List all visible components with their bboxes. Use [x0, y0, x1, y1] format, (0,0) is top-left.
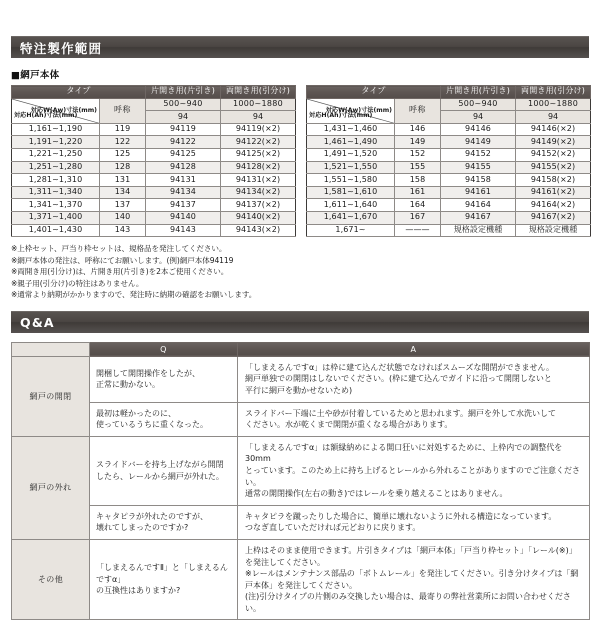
qa-answer-line: スライドバー下端に土や砂が付着しているためと思われます。網戸を外して水洗いして — [245, 408, 556, 418]
spec-cell-double: 94143(×2) — [221, 224, 296, 237]
spec-header-single-range: 500~940 — [441, 98, 516, 111]
qa-header-q: Q — [90, 342, 238, 356]
spec-cell-double: 94149(×2) — [516, 136, 591, 149]
table-row — [12, 186, 296, 199]
spec-cell-height: 1,281~1,310 — [12, 174, 100, 187]
spec-cell-double: 94158(×2) — [516, 174, 591, 187]
qa-row — [12, 436, 590, 505]
spec-note: ※上枠セット、戸当り枠セットは、規格品を発注してください。 — [11, 244, 227, 254]
spec-notes — [11, 243, 589, 301]
spec-header-single-range: 500~940 — [146, 98, 221, 111]
spec-tables-container — [11, 85, 589, 237]
spec-cell-single: 94140 — [146, 211, 221, 224]
spec-cell-height: 1,491~1,520 — [307, 148, 395, 161]
table-row — [307, 174, 591, 187]
qa-answer — [238, 436, 590, 505]
table-row — [307, 161, 591, 174]
spec-cell-kosho: 155 — [395, 161, 441, 174]
spec-table-right — [306, 85, 591, 237]
spec-header-kosho: 呼称 — [395, 98, 441, 123]
qa-question — [90, 539, 238, 620]
qa-answer-line: 上枠はそのまま使用できます。片引きタイプは「網戸本体」「戸当り枠セット」「レール(※)」を発注してください。 — [245, 545, 577, 567]
spec-cell-kosho: 122 — [100, 136, 146, 149]
spec-cell-kosho: 161 — [395, 186, 441, 199]
spec-cell-single: 94161 — [441, 186, 516, 199]
qa-question-line: キャタピラが外れたのですが、 — [96, 511, 208, 521]
table-row — [12, 199, 296, 212]
spec-header-single-code: 94 — [441, 111, 516, 124]
spec-header-kosho: 呼称 — [100, 98, 146, 123]
spec-cell-double: 94152(×2) — [516, 148, 591, 161]
spec-cell-double: 94134(×2) — [221, 186, 296, 199]
spec-cell-double: 94137(×2) — [221, 199, 296, 212]
spec-cell-height: 1,431~1,460 — [307, 123, 395, 136]
spec-header-double-range: 1000~1880 — [221, 98, 296, 111]
spec-cell-double: 94146(×2) — [516, 123, 591, 136]
qa-answer — [238, 402, 590, 436]
table-row — [307, 199, 591, 212]
spec-cell-height: 1,401~1,430 — [12, 224, 100, 237]
spec-cell-height: 1,611~1,640 — [307, 199, 395, 212]
spec-cell-single: 94146 — [441, 123, 516, 136]
qa-answer-line: ください。水が乾くまで開閉が重くなる場合があります。 — [245, 420, 453, 430]
spec-cell-single: 94143 — [146, 224, 221, 237]
spec-cell-double: 94119(×2) — [221, 123, 296, 136]
spec-header-type: タイプ — [12, 86, 146, 99]
table-row — [12, 211, 296, 224]
spec-cell-double: 94155(×2) — [516, 161, 591, 174]
spec-header-single-code: 94 — [146, 111, 221, 124]
spec-cell-height: 1,461~1,490 — [307, 136, 395, 149]
qa-question-line: スライドバーを持ち上げながら開閉 — [96, 460, 224, 470]
spec-note: ※両開き用(引分け)は、片開き用(片引き)を2本ご使用ください。 — [11, 267, 229, 277]
spec-cell-height: 1,581~1,610 — [307, 186, 395, 199]
table-row — [12, 148, 296, 161]
spec-cell-kosho: 125 — [100, 148, 146, 161]
qa-category: 網戸の開閉 — [12, 356, 90, 436]
spec-header-double-range: 1000~1880 — [516, 98, 591, 111]
spec-header-double-code: 94 — [516, 111, 591, 124]
spec-header-dimension-diagonal — [12, 98, 100, 123]
spec-cell-kosho: 149 — [395, 136, 441, 149]
spec-header-double: 両開き用(引分け) — [516, 86, 591, 99]
qa-question-line: 開梱して開閉操作をしたが、 — [96, 368, 200, 378]
qa-answer-line: つなぎ直していただければ元どおりに戻ります。 — [245, 523, 421, 533]
qa-question — [90, 436, 238, 505]
spec-header-width-label: 対応W(Aw)寸法(mm) — [30, 106, 97, 114]
spec-cell-height: 1,371~1,400 — [12, 211, 100, 224]
spec-cell-double: 94122(×2) — [221, 136, 296, 149]
spec-header-single: 片開き用(片引き) — [146, 86, 221, 99]
spec-cell-double: 94128(×2) — [221, 161, 296, 174]
qa-answer-line: 通常の開閉操作(左右の動き)ではレールを乗り越えることはありません。 — [245, 489, 508, 499]
spec-cell-kosho: 158 — [395, 174, 441, 187]
spec-table-left — [11, 85, 296, 237]
table-row — [307, 211, 591, 224]
spec-cell-kosho: 137 — [100, 199, 146, 212]
section-title-spec: 特注製作範囲 — [20, 40, 103, 56]
qa-question — [90, 356, 238, 402]
spec-cell-height: 1,221~1,250 — [12, 148, 100, 161]
spec-note: ※網戸本体の発注は、呼称にてお願いします。(例)網戸本体94119 — [11, 255, 234, 265]
qa-question-line: 最初は軽かったのに、 — [96, 408, 176, 418]
spec-note: ※通常より納期がかかりますので、発注時に納期の確認をお願いします。 — [11, 290, 257, 300]
qa-question — [90, 505, 238, 539]
spec-cell-single: 94137 — [146, 199, 221, 212]
section-title-qa: Q&A — [20, 314, 55, 330]
qa-question-line: したら、レールから網戸が外れた。 — [96, 471, 224, 481]
spec-cell-kosho: 146 — [395, 123, 441, 136]
spec-cell-kosho: 143 — [100, 224, 146, 237]
qa-category: その他 — [12, 539, 90, 620]
qa-answer — [238, 505, 590, 539]
section-header-qa — [11, 311, 589, 333]
spec-cell-kosho: 131 — [100, 174, 146, 187]
table-row — [12, 123, 296, 136]
subsection-title-amido: ■網戸本体 — [11, 70, 60, 81]
spec-cell-kosho: 164 — [395, 199, 441, 212]
spec-header-double: 両開き用(引分け) — [221, 86, 296, 99]
qa-answer-line: (注)引分けタイプの片側のみ交換したい場合は、最寄りの弊社営業所にお問い合わせください。 — [245, 592, 571, 613]
table-row — [12, 161, 296, 174]
spec-cell-double: 94161(×2) — [516, 186, 591, 199]
spec-header-single: 片開き用(片引き) — [441, 86, 516, 99]
spec-cell-height: 1,671~ — [307, 224, 395, 237]
qa-answer-line: 平行に網戸を動かせないため) — [245, 385, 353, 395]
qa-question-line: 使っているうちに重くなった。 — [96, 420, 208, 430]
spec-header-height-label: 対応H(Ah)寸法(mm) — [309, 111, 373, 119]
qa-category: 網戸の外れ — [12, 436, 90, 539]
table-row — [12, 224, 296, 237]
qa-row — [12, 402, 590, 436]
qa-answer-line: 「しまえるんですα」は額縁納めによる開口狂いに対処するために、上枠内での調整代を30mm — [245, 442, 563, 464]
table-row — [307, 148, 591, 161]
qa-question-line: の互換性はありますか? — [96, 586, 181, 596]
spec-cell-single: 94131 — [146, 174, 221, 187]
table-row — [307, 186, 591, 199]
spec-cell-double: 94131(×2) — [221, 174, 296, 187]
spec-cell-height: 1,191~1,220 — [12, 136, 100, 149]
qa-question-line: 正常に動かない。 — [96, 380, 160, 390]
spec-cell-double: 94125(×2) — [221, 148, 296, 161]
qa-question-line: 「しまえるんですⅡ」と「しまえるんですα」 — [96, 563, 228, 584]
spec-cell-single: 94122 — [146, 136, 221, 149]
spec-cell-height: 1,341~1,370 — [12, 199, 100, 212]
qa-answer — [238, 539, 590, 620]
spec-cell-single: 94164 — [441, 199, 516, 212]
qa-answer-line: 網戸単独での開閉はしないでください。(枠に建て込んでガイドに沿って開閉しないと — [245, 374, 552, 384]
spec-cell-single: 94158 — [441, 174, 516, 187]
spec-cell-kosho: 167 — [395, 211, 441, 224]
spec-header-dimension-diagonal — [307, 98, 395, 123]
section-header-spec — [11, 36, 589, 58]
spec-cell-single: 94119 — [146, 123, 221, 136]
qa-row — [12, 539, 590, 620]
qa-header-blank — [12, 342, 90, 356]
spec-cell-double: 94140(×2) — [221, 211, 296, 224]
qa-answer — [238, 356, 590, 402]
spec-cell-single: 94155 — [441, 161, 516, 174]
spec-cell-single: 94128 — [146, 161, 221, 174]
spec-cell-height: 1,311~1,340 — [12, 186, 100, 199]
spec-cell-kosho: 140 — [100, 211, 146, 224]
spec-cell-height: 1,521~1,550 — [307, 161, 395, 174]
spec-cell-kosho: ——— — [395, 224, 441, 237]
spec-header-type: タイプ — [307, 86, 441, 99]
spec-cell-double: 94164(×2) — [516, 199, 591, 212]
spec-cell-kosho: 152 — [395, 148, 441, 161]
table-row — [12, 174, 296, 187]
qa-answer-line: ※レールはメンテナンス部品の「ボトムレール」を発注してください。引き分けタイプは「網戸本体」を発注してください。 — [245, 569, 579, 590]
spec-cell-kosho: 134 — [100, 186, 146, 199]
spec-header-double-code: 94 — [221, 111, 296, 124]
table-row — [12, 136, 296, 149]
spec-cell-single: 94125 — [146, 148, 221, 161]
spec-cell-kosho: 128 — [100, 161, 146, 174]
qa-answer-line: 「しまえるんですα」は枠に建て込んだ状態でなければスムーズな開閉ができません。 — [245, 362, 554, 372]
spec-cell-single: 94134 — [146, 186, 221, 199]
qa-row — [12, 356, 590, 402]
spec-cell-height: 1,251~1,280 — [12, 161, 100, 174]
table-row — [307, 123, 591, 136]
spec-cell-height: 1,641~1,670 — [307, 211, 395, 224]
qa-header-a: A — [238, 342, 590, 356]
spec-cell-double: 規格設定機種 — [516, 224, 591, 237]
table-row — [307, 224, 591, 237]
spec-note: ※親子用(引分け)の特注はありません。 — [11, 278, 144, 288]
qa-row — [12, 505, 590, 539]
qa-answer-line: キャタピラを蹴ったりした場合に、簡単に壊れないように外れる構造になっています。 — [245, 511, 557, 521]
spec-cell-height: 1,161~1,190 — [12, 123, 100, 136]
spec-cell-height: 1,551~1,580 — [307, 174, 395, 187]
spec-cell-single: 94167 — [441, 211, 516, 224]
table-row — [307, 136, 591, 149]
spec-header-height-label: 対応H(Ah)寸法(mm) — [14, 111, 78, 119]
spec-cell-single: 94149 — [441, 136, 516, 149]
qa-question — [90, 402, 238, 436]
spec-cell-double: 94167(×2) — [516, 211, 591, 224]
qa-answer-line: とっています。このため上に持ち上げるとレールから外れることがありますのでご注意ください。 — [245, 465, 581, 487]
qa-table — [11, 342, 590, 620]
spec-header-width-label: 対応W(Aw)寸法(mm) — [325, 106, 393, 114]
qa-question-line: 壊れてしまったのですか? — [96, 523, 189, 533]
spec-cell-single: 94152 — [441, 148, 516, 161]
spec-cell-kosho: 119 — [100, 123, 146, 136]
spec-cell-single: 規格設定機種 — [441, 224, 516, 237]
